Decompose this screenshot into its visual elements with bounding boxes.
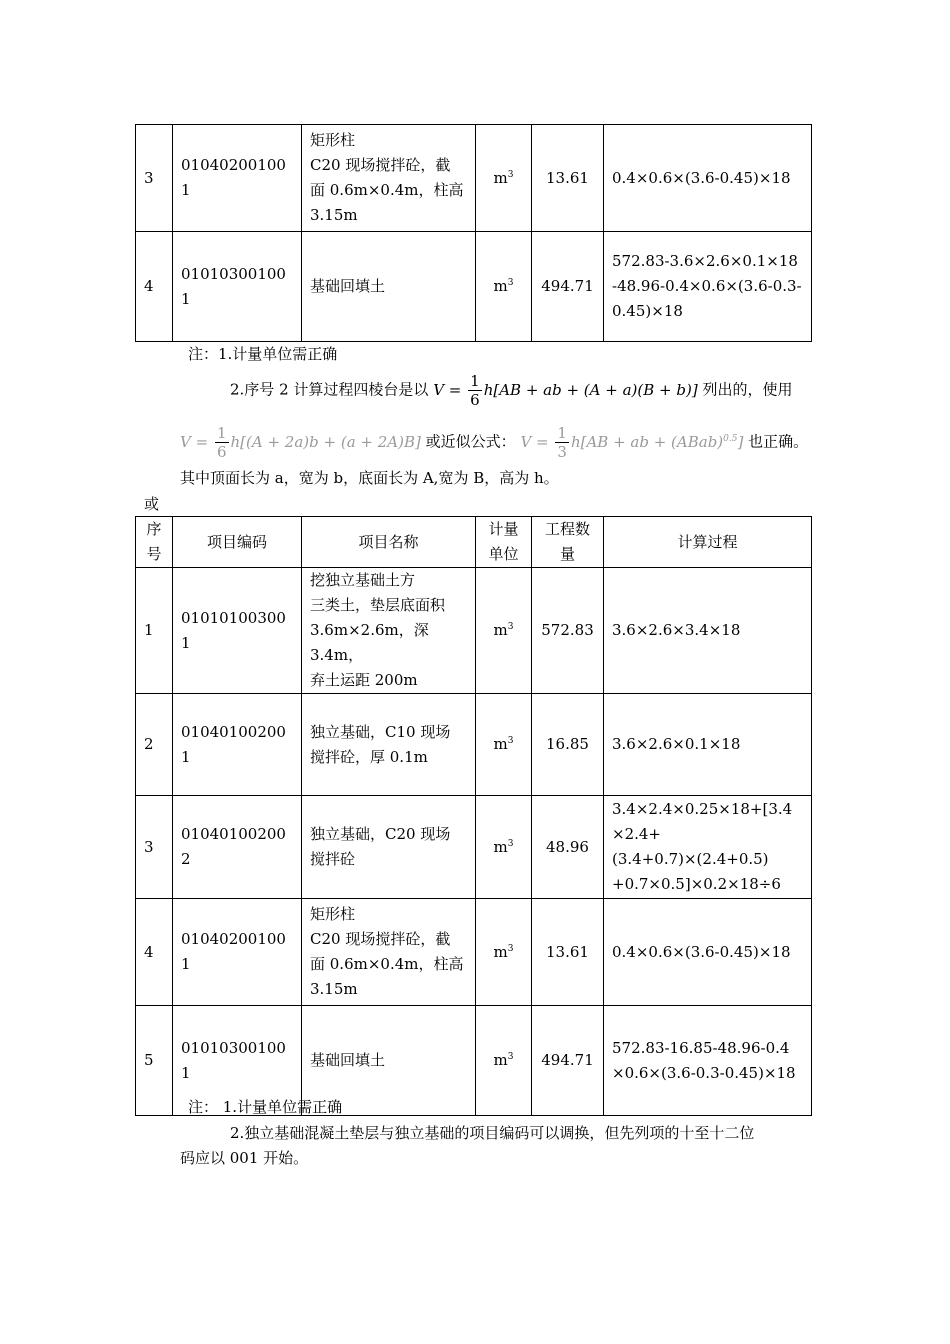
header-calc: 计算过程	[604, 517, 812, 568]
calculation: 3.4×2.4×0.25×18+[3.4 ×2.4+(3.4+0.7)×(2.4+0.5) +0.7×0.5]×0.2×18÷6	[604, 796, 812, 899]
row-no: 5	[136, 1006, 173, 1116]
table-row	[136, 125, 812, 232]
unit: $m^3$	[476, 232, 532, 342]
item-code: 010402001001	[173, 125, 302, 232]
formula-prismoid: V = $\frac{1}{6}$ h[AB + ab + (A + a)(B + b)]	[433, 372, 698, 409]
note-variables: 其中顶面长为 a，宽为 b，底面长为 A,宽为 B，高为 h。	[180, 469, 559, 487]
calculation: 3.6×2.6×0.1×18	[604, 694, 812, 796]
unit: $m^3$	[476, 796, 532, 899]
table-row	[136, 568, 812, 694]
item-code: 010402001001	[173, 899, 302, 1006]
table-row	[136, 899, 812, 1006]
table-row	[136, 796, 812, 899]
item-name-line: C20 现场搅拌砼，截	[310, 156, 451, 174]
calculation: 0.4×0.6×(3.6-0.45)×18	[604, 899, 812, 1006]
note-unit: 注：1.计量单位需正确	[188, 345, 338, 363]
quantity-table-2	[135, 516, 812, 1116]
item-name: 基础回填土	[302, 232, 476, 342]
calculation: 0.4×0.6×(3.6-0.45)×18	[604, 125, 812, 232]
quantity: 13.61	[532, 125, 604, 232]
quantity: 494.71	[532, 232, 604, 342]
calculation: 572.83-3.6×2.6×0.1×18 -48.96-0.4×0.6×(3.6-0.3- 0.45)×18	[604, 232, 812, 342]
item-name-line: 3.15m	[310, 206, 358, 224]
table-row	[136, 232, 812, 342]
item-name: 基础回填土	[302, 1006, 476, 1116]
table-row	[136, 694, 812, 796]
item-code: 010101003001	[173, 568, 302, 694]
item-name: 矩形柱 C20 现场搅拌砼，截 面 0.6m×0.4m，柱高 3.15m	[302, 899, 476, 1006]
header-name: 项目名称	[302, 517, 476, 568]
quantity: 48.96	[532, 796, 604, 899]
row-no: 4	[136, 899, 173, 1006]
quantity: 13.61	[532, 899, 604, 1006]
row-no: 3	[136, 125, 173, 232]
item-code: 010103001001	[173, 1006, 302, 1116]
note-formula-line: 2.序号 2 计算过程四棱台是以 V = $\frac{1}{6}$ h[AB + ab + (A + a)(B + b)] 列出的，使用	[230, 372, 793, 409]
header-code: 项目编码	[173, 517, 302, 568]
table2-body	[136, 568, 812, 1116]
or-label: 或	[144, 495, 160, 513]
unit: $m^3$	[476, 1006, 532, 1116]
item-code: 010401002001	[173, 694, 302, 796]
unit: $m^3$	[476, 568, 532, 694]
note-alt-formulas: V = $\frac{1}{6}$ h[(A + 2a)b + (a + 2A)B] 或近似公式： V = $\frac{1}{3}$ h[AB + ab + (ABab)$^{0.5}$] 也正确。	[180, 424, 809, 461]
formula-approx: V = $\frac{1}{3}$ h[AB + ab + (ABab)$^{0.5}$]	[520, 424, 744, 461]
item-name	[302, 125, 476, 232]
note-code-swap-cont: 码应以 001 开始。	[180, 1149, 309, 1167]
calculation: 572.83-16.85-48.96-0.4 ×0.6×(3.6-0.3-0.45)×18	[604, 1006, 812, 1116]
item-code: 010401002002	[173, 796, 302, 899]
row-no: 3	[136, 796, 173, 899]
header-unit: 计量 单位	[476, 517, 532, 568]
item-name-line: 矩形柱	[310, 131, 356, 149]
quantity: 494.71	[532, 1006, 604, 1116]
quantity: 16.85	[532, 694, 604, 796]
row-no: 2	[136, 694, 173, 796]
header-no: 序 号	[136, 517, 173, 568]
quantity: 572.83	[532, 568, 604, 694]
unit: $m^3$	[476, 694, 532, 796]
note-code-swap: 2.独立基础混凝土垫层与独立基础的项目编码可以调换，但先列项的十至十二位	[230, 1124, 755, 1142]
table1-body	[136, 125, 812, 342]
item-name-line: 面 0.6m×0.4m，柱高	[310, 181, 464, 199]
unit: $m^3$	[476, 899, 532, 1006]
row-no: 4	[136, 232, 173, 342]
note-unit-2: 注： 1.计量单位需正确	[188, 1098, 343, 1116]
quantity-table-1	[135, 124, 812, 342]
item-name: 独立基础，C20 现场 搅拌砼	[302, 796, 476, 899]
calculation: 3.6×2.6×3.4×18	[604, 568, 812, 694]
item-name: 独立基础，C10 现场 搅拌砼，厚 0.1m	[302, 694, 476, 796]
header-row	[136, 517, 812, 568]
unit: $m^3$	[476, 125, 532, 232]
table2-header	[136, 517, 812, 568]
formula-alt: V = $\frac{1}{6}$ h[(A + 2a)b + (a + 2A)B]	[180, 424, 421, 461]
header-qty: 工程数 量	[532, 517, 604, 568]
item-name: 挖独立基础土方 三类土，垫层底面积 3.6m×2.6m，深 3.4m， 弃土运距 200m	[302, 568, 476, 694]
item-code: 010103001001	[173, 232, 302, 342]
row-no: 1	[136, 568, 173, 694]
